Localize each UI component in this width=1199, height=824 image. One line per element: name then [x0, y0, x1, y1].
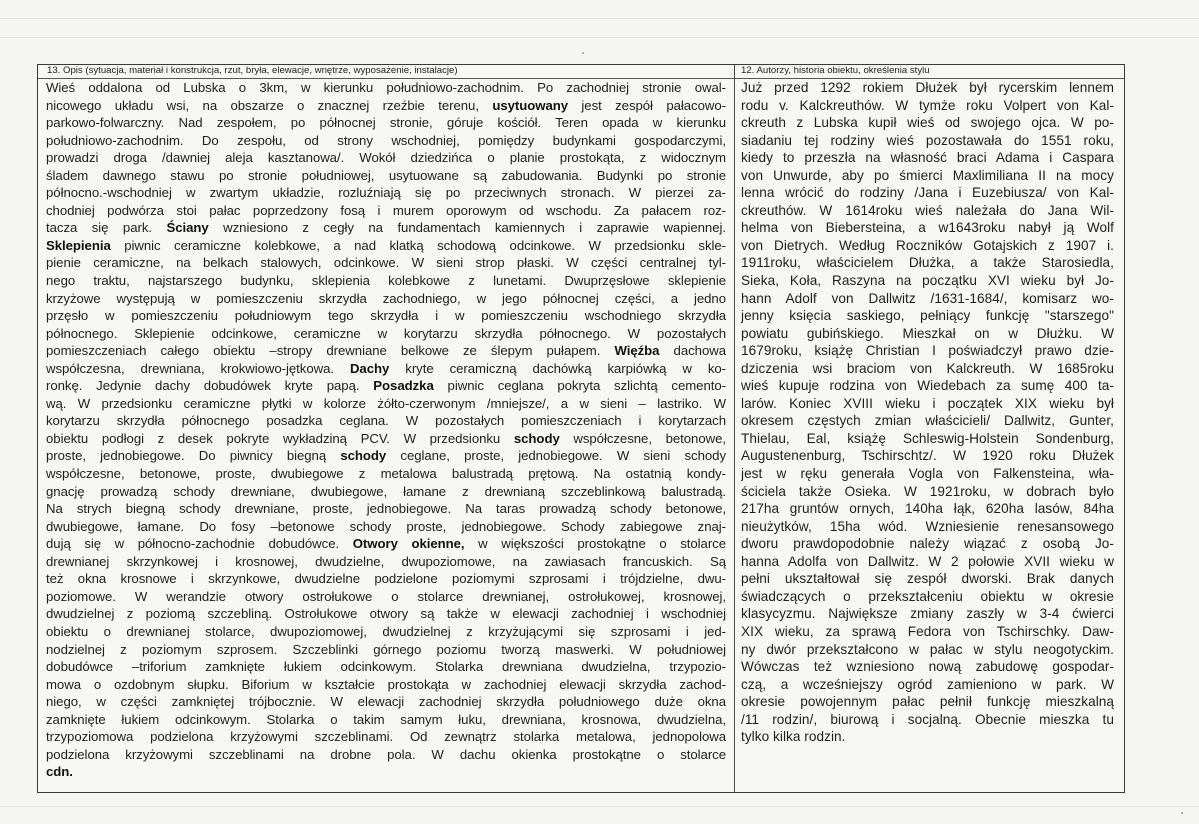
text-run: północno.-wschodniej w zwartym układzie, rozluźniają się po przeciwnych stronach. W pierzei za- [46, 185, 726, 201]
text-line: jest w ręku generała Vogla von Falkensteina, wła- [741, 466, 1114, 482]
text-run: dwubiegowe, łamane. Do fosy –betonowe schody proste, jednobiegowe. Schody zabiegowe znaj- [46, 518, 726, 534]
text-line: nieużytków, 15ha wód. Wzniesienie renesansowego [741, 518, 1114, 534]
text-line [46, 149, 726, 167]
text-line [46, 605, 726, 623]
bold-keyword: Posadzka [373, 378, 434, 394]
text-run: współczesne, betonowe, proste, dwubiegowe z metalowa balustradą prętową. Na ostatnią kondy- [46, 466, 726, 482]
text-run: podzielona krzyżowymi szczeblinami na drobne pola. W dachu okienka prostokątne o stolarce [46, 746, 726, 762]
text-line: Thielau, Eal, książę Schleswig-Holstein Sondenburg, [741, 430, 1114, 446]
text-line [46, 711, 726, 729]
text-line [46, 395, 726, 413]
text-line: dworu prawdopodobnie należy wiązać z osobą Jo- [741, 536, 1114, 552]
text-run: ronkę. Jedynie dachy dobudówek kryte papą. [46, 378, 374, 394]
text-line [46, 641, 726, 659]
text-run: drewnianej skrzynkowej i krosnowej, dwudzielne, dwupoziomowe, na zawiasach francuskich. Są [46, 553, 726, 569]
text-line [46, 746, 726, 764]
text-line: hanna Adolfa von Dallwitz. W 2 połowie XVII wieku w [741, 553, 1114, 569]
text-line [46, 763, 726, 781]
text-line [46, 658, 726, 676]
text-line [46, 483, 726, 501]
text-run: południowo-zachodnim. Do zespołu, od strony wschodniej, pomiędzy budynkami gospodarczymi, [46, 132, 726, 148]
text-line: ny dwór przekształcono w pałac w stylu neogotyckim. [741, 641, 1114, 657]
text-line: /11 rodzin/, biurową i socjalną. Obecnie mieszka tu [741, 711, 1114, 727]
text-line [46, 307, 726, 325]
text-line [46, 377, 726, 395]
text-line: powiatu gubińskiego. Mieszkał on w Dłużku. W [741, 325, 1114, 341]
text-line [46, 254, 726, 272]
description-text [38, 79, 734, 781]
text-run: obiektu podłogi z desek pokryte wykładziną PCV. W przedsionku [46, 430, 514, 446]
history-section-header: 12. Autorzy, historia obiektu, określenia stylu [735, 65, 1124, 79]
bold-keyword: Sklepienia [46, 237, 111, 253]
bold-keyword: Otwory okienne, [352, 536, 465, 552]
text-line [46, 219, 726, 237]
text-line [46, 447, 726, 465]
text-line: dziczenia wsi braciom von Kalckreuth. W 1685roku [741, 360, 1114, 376]
text-line: okresie powojennym pałac pełnił funkcję mieszkalną [741, 694, 1114, 710]
bold-keyword: schody [513, 430, 560, 446]
text-line [46, 500, 726, 518]
scan-artifact-line [0, 37, 1199, 38]
text-line: kiedy to przeszła na własność braci Adama i Caspara [741, 150, 1114, 166]
text-line: 217ha gruntów ornych, 140ha łąk, 620ha lasów, 84ha [741, 501, 1114, 517]
text-line: siadaniu tej rodziny wieś pozostawała do 1551 roku, [741, 132, 1114, 148]
scan-artifact-line [0, 806, 1199, 807]
text-run: wą. W przedsionku ceramiczne płytki w kolorze żółto-czerwonym /mniejsze/, a w sieni – lastriko. W [46, 395, 726, 411]
text-line [46, 237, 726, 255]
text-line [46, 79, 726, 97]
text-line [46, 132, 726, 150]
text-line: klasycyzmu. Największe zmiany zaszły w 3-4 ćwierci [741, 606, 1114, 622]
text-run: nicowego układu wsi, na obszarze o znacznej rzeźbie terenu, [46, 97, 493, 113]
text-run: Wieś oddalona od Lubska o 3km, w kierunku południowo-zachodnim. Po zachodniej stronie owal- [46, 80, 726, 95]
text-line [46, 272, 726, 290]
text-line: hann Adolf von Dallwitz /1631-1684/, komisarz wo- [741, 290, 1114, 306]
text-line [46, 97, 726, 115]
text-line [46, 570, 726, 588]
text-line [46, 167, 726, 185]
text-line: ściciela także Osieka. W 1921roku, w dobrach było [741, 483, 1114, 499]
text-line: ckreuth z Lubska kupił wieś od swojego ojca. W po- [741, 115, 1114, 131]
text-line: jenny księcia saskiego, pełniący funkcję "starszego" [741, 308, 1114, 324]
text-run: śladem dawnego stawu po stronie południowej, usytuowane są zabudowania. Budynki po stronie [46, 167, 726, 183]
text-line: larów. Koniec XVIII wieku i początek XIX wieku był [741, 395, 1114, 411]
text-run: w większości prostokątne o stolarce [464, 536, 726, 552]
text-run: dują się w północno-zachodnie dobudówce. [46, 536, 353, 552]
text-line [46, 623, 726, 641]
text-run: prowadzi droga /dawniej aleja kasztanowa/. Wokół dziedzińca o planie prostokąta, z widocznym [46, 150, 726, 166]
text-line: Augustenenburg, Tschirschtz/. W 1920 roku Dłużek [741, 448, 1114, 464]
text-line: Sieka, Koła, Raszyna na początku XVI wieku był Jo- [741, 273, 1114, 289]
text-line [46, 202, 726, 220]
text-run: dwudzielnej z poziomą szczebliną. Ostrołukowe otwory są także w elewacji zachodniej i wschodniej [46, 606, 726, 622]
text-run: chodniej podwórza stoi pałac poprzedzony fosą i murem oporowym od wschodu. Za pałacem roz- [46, 202, 726, 218]
text-line [46, 325, 726, 343]
text-line [46, 342, 726, 360]
text-run: nodzielnej z poziomym szprosem. Szczeblinki górnego poziomu tworzą maswerki. W południowej [46, 641, 726, 657]
history-section [735, 65, 1124, 792]
text-run: parkowo-folwarczny. Nad zespołem, po północnej stronie, góruje kościół. Teren opada w kierunku [46, 115, 726, 131]
text-run: zamknięte łukiem odcinkowym. Stolarka o takim samym łuku, drewniana, krosnowa, dwudzielna, [46, 711, 726, 727]
bold-keyword: cdn. [46, 764, 73, 780]
text-run: nego traktu, najstarszego budynku, sklepienia kolebkowe z lunetami. Dwuprzęsłowe sklepienie [46, 273, 726, 289]
text-run: pomieszczeniach całego obiektu –stropy drewniane belkowe ze ślepym pułapem. [46, 343, 615, 359]
bold-keyword: Więźba [614, 343, 660, 359]
text-run: kryte ceramiczną dachówką karpiówką w ko- [389, 360, 726, 376]
text-run: obiektu o drewnianej stolarce, dwupoziomowej, dwudzielnej z krzyżującymi się szprosami i jed- [46, 623, 726, 639]
text-line: tylko kilka rodzin. [741, 729, 846, 745]
text-run: piwnic ceramiczne kolebkowe, a nad klatką schodową odcinkowe. W przedsionku skle- [110, 237, 726, 253]
text-run: korytarzu skrzydła północnego posadzka ceglana. W pozostałych pomieszczeniach i korytarzach [46, 413, 726, 429]
text-line [46, 518, 726, 536]
text-line [46, 184, 726, 202]
text-run: piwnic ceglana pokryta szlichtą cemento- [433, 378, 726, 394]
scan-artifact-line [0, 18, 1199, 19]
text-run: mowa o ozdobnym słupku. Biforium w kształcie prostokąta w zachodniej elewacji skrzydła zachod- [46, 676, 726, 692]
scan-speck [582, 52, 584, 54]
text-run: ceglane, proste, jednobiegowe. W sieni schody [386, 448, 726, 464]
text-line [46, 412, 726, 430]
text-line: 1679roku, książę Christian I poświadczył prawo dzie- [741, 343, 1114, 359]
text-line [46, 430, 726, 448]
text-line: helma von Biebersteina, a w1643roku nabył ją Wolf [741, 220, 1114, 236]
description-section [38, 65, 735, 792]
text-run: gnację prowadzą schody drewniane, dwubiegowe, łamane z drewnianą szczeblinkową balustradą. [46, 483, 726, 499]
text-line [46, 728, 726, 746]
text-line: okresem częstych zmian właścicieli/ Dallwitz, Gunter, [741, 413, 1114, 429]
text-line: 1911roku, właścicielem Dłużka, a także Starosiedla, [741, 255, 1114, 271]
text-line: Już przed 1292 rokiem Dłużek był rycerskim lennem [741, 80, 1114, 95]
scan-speck [1181, 812, 1183, 814]
text-line [46, 114, 726, 132]
text-line [46, 588, 726, 606]
text-line: rodu v. Kalckreuthów. W tymże roku Volpert von Kal- [741, 97, 1114, 113]
text-run: współczesna, drewniana, krokwiowo-jętkowa. [46, 360, 350, 376]
text-run: poziomowe. W werandzie otwory ostrołukowe o stolarce drewnianej, ostrołukowej, krosnowej, [46, 588, 726, 604]
text-line: Wówczas też wzniesiono nową zabudowę gospodar- [741, 659, 1114, 675]
text-run: jest zespół pałacowo- [568, 97, 726, 113]
form-table [37, 64, 1125, 793]
text-line: czą, a wcześniejszy ogród zamieniono w park. W [741, 676, 1114, 692]
text-run: przęsło w pomieszczeniu południowym tego skrzydła i w pomieszczeniu wschodniego skrzydła [46, 308, 726, 324]
text-run: pienie ceramiczne, na belkach stalowych, odcinkowe. W sieni strop płaski. W części centralnej tyl- [46, 255, 726, 271]
text-line: świadczących o przekształceniu obiektu w okresie [741, 588, 1114, 604]
text-run: wzniesiono z cegły na fundamentach kamiennych i zaprawie wapiennej. [208, 220, 726, 236]
text-run: Na strych biegną schody drewniane, proste, jednobiegowe. Na taras prowadzą schody betonowe, [46, 501, 726, 517]
text-line [46, 553, 726, 571]
text-run: krzyżowe występują w pomieszczeniu skrzydła zachodniego, w jego północnej części, a jedno [46, 290, 726, 306]
description-section-header: 13. Opis (sytuacja, materiał i konstrukcja, rzut, bryła, elewacje, wnętrze, wyposażenie, instalacje) [38, 65, 734, 79]
text-run: proste, jednobiegowe. Do piwnicy biegną [46, 448, 341, 464]
history-text [735, 79, 1124, 746]
text-line: ckreuthów. W 1614roku wieś należała do Jana Wil- [741, 202, 1114, 218]
text-line: XIX wieku, za sprawą Fedora von Tschirschky. Daw- [741, 623, 1114, 639]
text-line: lenna wrócić do rodziny /Jana i Euzebiusza/ von Kal- [741, 185, 1114, 201]
text-line: von Unwurde, aby po śmierci Maxlimiliana II na mocy [741, 167, 1114, 183]
text-run: północnego. Sklepienie odcinkowe, ceramiczne w korytarzu skrzydła północnego. W pozostałych [46, 325, 726, 341]
text-line [46, 535, 726, 553]
bold-keyword: usytuowany [492, 97, 569, 113]
text-line [46, 360, 726, 378]
text-line: wieś kupuje rodzina von Wiedebach za sumę 400 ta- [741, 378, 1114, 394]
text-run: też okna krosnowe i skrzynkowe, dwudzielne podzielone poziomymi szprosami i trójdzielne, dwu- [46, 571, 726, 587]
bold-keyword: Ściany [166, 220, 209, 236]
text-line [46, 290, 726, 308]
text-run: dobudówce –triforium zamknięte łukiem odcinkowym. Stolarka drewniana dwudzielna, trzypozio- [46, 659, 726, 675]
text-run: trzypoziomowa podzielona krzyżowymi szczeblinami. Od zewnątrz stolarka metalowa, jednopolowa [46, 729, 726, 745]
text-run: dachowa [659, 343, 726, 359]
text-line [46, 693, 726, 711]
text-run: niego, w części zamkniętej trójbocznie. W elewacji zachodniej skrzydła południowego duże okna [46, 694, 726, 710]
bold-keyword: schody [340, 448, 387, 464]
text-run: tacza się park. [46, 220, 167, 236]
bold-keyword: Dachy [349, 360, 390, 376]
text-run: współczesne, betonowe, [559, 430, 726, 446]
text-line [46, 465, 726, 483]
text-line: pełni ukształtował się zespół dworski. Brak danych [741, 571, 1114, 587]
text-line [46, 676, 726, 694]
text-line: von Dietrych. Według Roczników Gotajskich z 1907 i. [741, 237, 1114, 253]
